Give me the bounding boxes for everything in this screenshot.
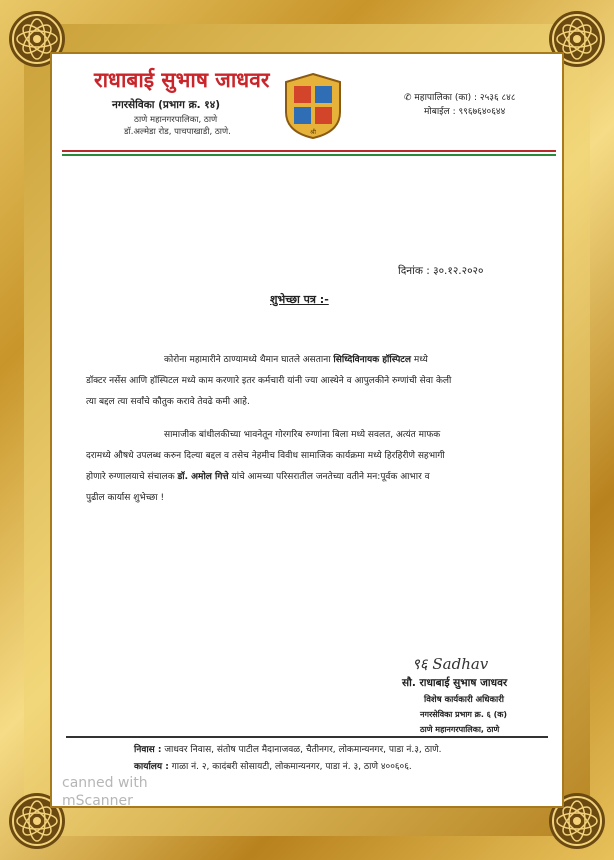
body-line: डॉक्टर नर्सेस आणि हॉस्पिटल मध्ये काम करणारे इतर कर्मचारी यांनी ज्या आस्थेने व आपुलकीने रुग्णांची सेवा केली xyxy=(86,376,452,386)
residence-address: निवास : जाधवर निवास, संतोष पाटील मैदानाजवळ, चैतीनगर, लोकमान्यनगर, पाडा नं.३, ठाणे. xyxy=(134,745,442,755)
svg-text:श्री: श्री xyxy=(310,129,316,136)
letter-title: शुभेच्छा पत्र :- xyxy=(270,293,329,306)
office-address: कार्यालय : गाळा नं. २, कादंबरी सोसायटी, लोकमान्यनगर, पाडा नं. ३, ठाणे ४००६०६. xyxy=(134,762,412,772)
body-line: कोरोना महामारीने ठाण्यामध्ये थैमान घातले असताना सिध्दिविनायक हॉस्पिटल मध्ये xyxy=(164,355,428,365)
signatory-organization: ठाणे महानगरपालिका, ठाणे xyxy=(420,725,500,734)
letter-paper xyxy=(52,54,562,806)
handwritten-signature: ९६ Sadhav xyxy=(412,655,489,673)
body-line: पुढील कार्यास शुभेच्छा ! xyxy=(86,493,165,503)
signatory-name: सौ. राधाबाई सुभाष जाधवर xyxy=(402,677,508,689)
phone-icon: ✆ xyxy=(404,93,415,103)
letterhead-name: राधाबाई सुभाष जाधवर xyxy=(94,68,270,92)
signatory-ward: नगरसेविका प्रभाग क्र. ६ (क) xyxy=(420,710,508,719)
footer-divider xyxy=(66,736,548,738)
signatory-title: विशेष कार्यकारी अधिकारी xyxy=(424,695,504,705)
letterhead-designation: नगरसेविका (प्रभाग क्र. १४) xyxy=(112,99,220,111)
letterhead-road: डॉ.अल्मेडा रोड, पाचपाखाडी, ठाणे. xyxy=(124,127,231,137)
party-logo xyxy=(282,72,344,140)
body-line: सामाजीक बांधीलकीच्या भावनेतून गोरगरिब रुग्णांना बिला मध्ये सवलत, अत्यंत माफक xyxy=(164,430,441,440)
letterhead-organization: ठाणे महानगरपालिका, ठाणे xyxy=(134,115,218,125)
body-line: त्या बद्दल त्या सर्वांचे कौतुक करावे तेवढे कमी आहे. xyxy=(86,397,250,407)
hospital-name: सिध्दिविनायक हॉस्पिटल xyxy=(333,355,411,365)
phone-number: ✆ महापालिका (का) : २५३६ ८४८ xyxy=(404,93,516,103)
header-divider-green xyxy=(62,154,556,156)
letter-date: दिनांक : ३०.१२.२०२० xyxy=(398,265,484,277)
director-name: डॉ. अमोल गित्ते xyxy=(177,472,229,482)
mobile-number: मोबाईल : ९९६७६४०६४४ xyxy=(424,107,506,117)
body-line: दरामध्ये औषधे उपलब्ध करुन दिल्या बद्दल व तसेच नेहमीच विवीध सामाजिक कार्यक्रमा मध्ये हिरहिरीणे सहभागी xyxy=(86,451,445,461)
header-divider-red xyxy=(62,150,556,152)
body-line: होणारे रुग्णालयाचे संचालक डॉ. अमोल गित्ते यांचे आमच्या परिसरातील जनतेच्या वतीने मन:पूर्वक आभार व xyxy=(86,472,430,482)
scanner-watermark: canned with mScanner xyxy=(62,775,148,806)
